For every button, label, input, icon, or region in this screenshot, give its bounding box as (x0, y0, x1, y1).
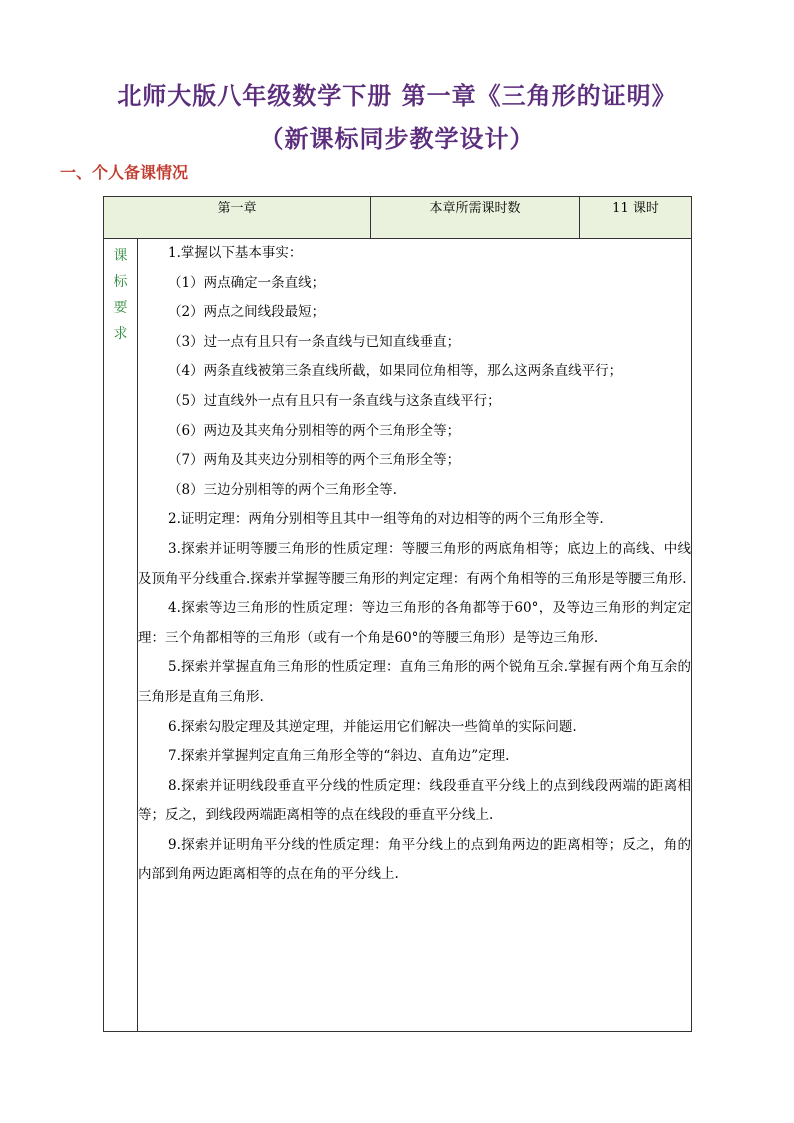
hours-value-cell: 11 课时 (580, 197, 692, 239)
document-title: 北师大版八年级数学下册 第一章《三角形的证明》 (117, 82, 677, 110)
requirement-item: 5.探索并掌握直角三角形的性质定理：直角三角形的两个锐角互余.掌握有两个角互余的三角形是直角三角形. (138, 659, 692, 705)
requirement-item: 1.掌握以下基本事实： (168, 245, 303, 261)
requirement-item: （8）三边分别相等的两个三角形全等. (168, 481, 397, 498)
requirement-item: （7）两角及其夹边分别相等的两个三角形全等； (168, 452, 461, 469)
requirements-row (104, 239, 692, 1032)
requirement-item: 8.探索并证明线段垂直平分线的性质定理：线段垂直平分线上的点到线段两端的距离相等；反之，到线段两端距离相等的点在线段的垂直平分线上. (138, 777, 692, 824)
chapter-cell: 第一章 (104, 197, 371, 239)
requirements-label (104, 239, 138, 1032)
requirement-item: （1）两点确定一条直线； (168, 274, 326, 291)
requirement-item: （4）两条直线被第三条直线所截，如果同位角相等，那么这两条直线平行； (168, 363, 623, 380)
requirement-item: （2）两点之间线段最短； (168, 304, 326, 321)
requirements-label-char: 要 (113, 300, 128, 316)
requirement-item: 7.探索并掌握判定直角三角形全等的“斜边、直角边”定理. (168, 748, 510, 765)
requirement-item: 6.探索勾股定理及其逆定理，并能运用它们解决一些简单的实际问题. (168, 718, 577, 735)
requirements-label-char: 课 (113, 248, 128, 264)
requirement-item: 9.探索并证明角平分线的性质定理：角平分线上的点到角两边的距离相等；反之，角的内部到角两边距离相等的点在角的平分线上. (138, 836, 692, 883)
requirements-content (138, 239, 692, 1032)
requirement-item: 3.探索并证明等腰三角形的性质定理：等腰三角形的两底角相等；底边上的高线、中线及顶角平分线重合.探索并掌握等腰三角形的判定定理：有两个角相等的三角形是等腰三角形. (138, 540, 692, 587)
requirement-item: （5）过直线外一点有且只有一条直线与这条直线平行； (168, 392, 501, 409)
requirements-label-char: 求 (113, 326, 128, 342)
lesson-plan-table (103, 196, 692, 1032)
requirement-item: （6）两边及其夹角分别相等的两个三角形全等； (168, 422, 461, 439)
section-heading: 一、个人备课情况 (60, 163, 189, 182)
requirement-item: 2.证明定理：两角分别相等且其中一组等角的对边相等的两个三角形全等. (168, 511, 604, 528)
hours-label-cell: 本章所需课时数 (371, 197, 580, 239)
requirements-label-char: 标 (113, 274, 128, 290)
document-subtitle: （新课标同步教学设计） (259, 125, 535, 153)
requirement-item: 4.探索等边三角形的性质定理：等边三角形的各角都等于60°，及等边三角形的判定定理：三个角都相等的三角形（或有一个角是60°的等腰三角形）是等边三角形. (138, 600, 692, 646)
requirement-item: （3）过一点有且只有一条直线与已知直线垂直； (168, 333, 461, 350)
table-header-row (104, 197, 692, 239)
